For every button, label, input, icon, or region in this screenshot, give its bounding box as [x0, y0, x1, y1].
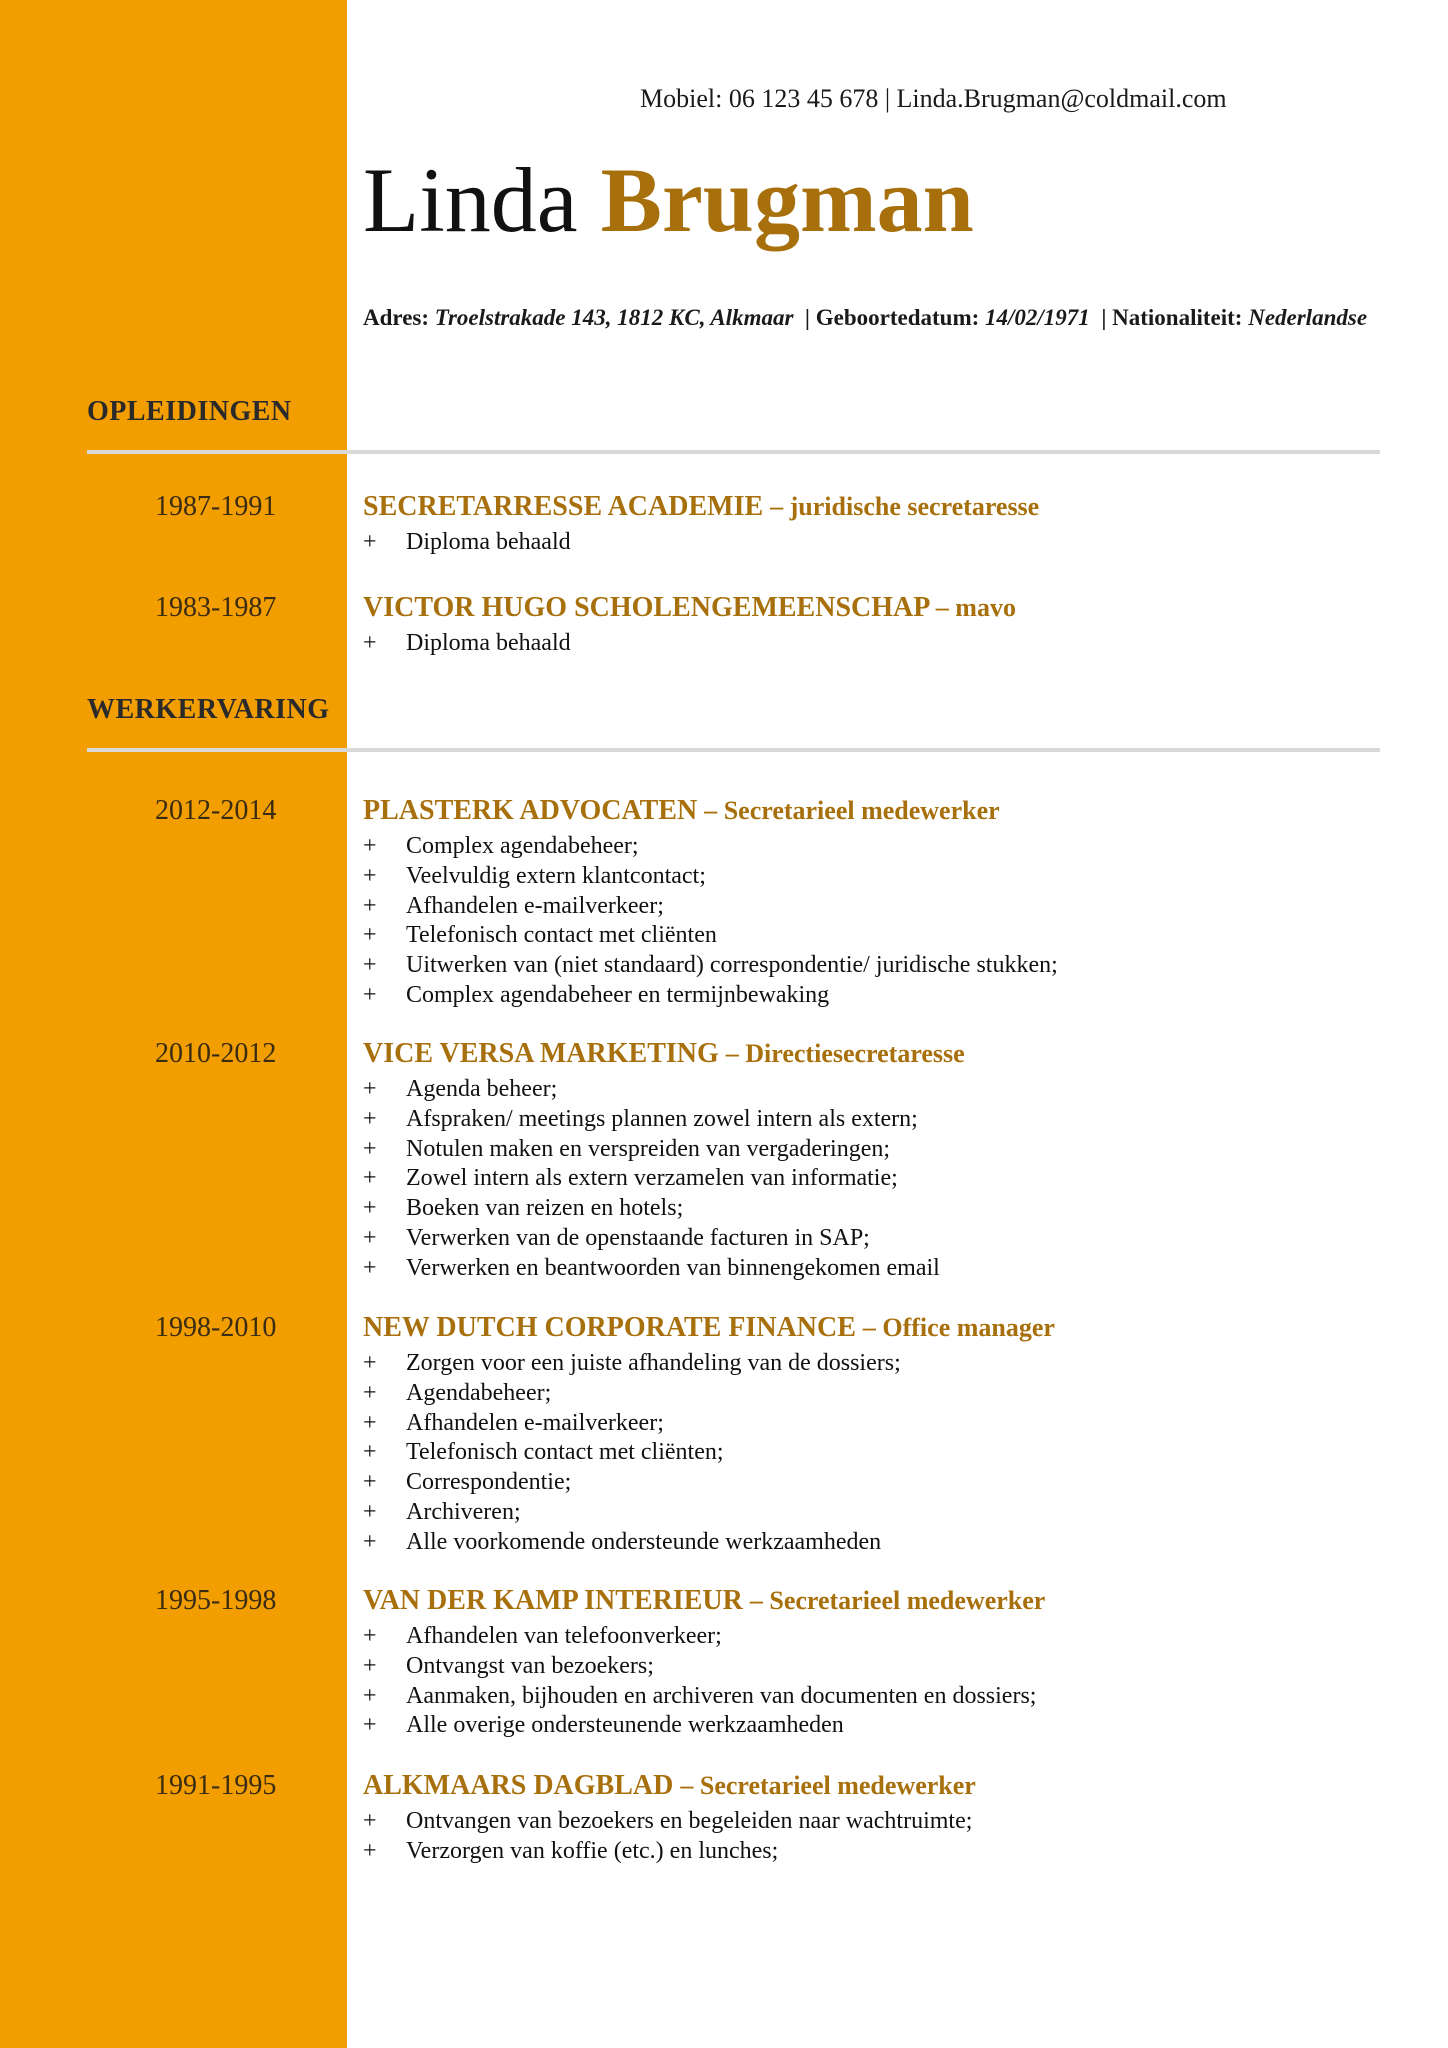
- separator: |: [1101, 305, 1107, 330]
- entry-bullet-list: [363, 629, 571, 659]
- list-item: [363, 1438, 901, 1468]
- entry-organization: VAN DER KAMP INTERIEUR: [363, 1585, 743, 1616]
- entry-years: 1991-1995: [155, 1770, 277, 1801]
- bullet-text: Alle voorkomende ondersteunde werkzaamheden: [406, 1528, 882, 1555]
- entry-role: – juridische secretaresse: [770, 492, 1040, 521]
- list-item: [363, 892, 1058, 922]
- plus-bullet-icon: +: [363, 1254, 377, 1281]
- plus-bullet-icon: +: [363, 922, 377, 949]
- bullet-text: Diploma behaald: [406, 630, 571, 656]
- entry-years: 1998-2010: [155, 1312, 277, 1343]
- entry-role: – Directiesecretaresse: [725, 1039, 965, 1068]
- entry-heading: [363, 795, 1000, 827]
- candidate-name: [363, 150, 974, 251]
- personal-details: [363, 300, 1393, 335]
- address-value: Troelstrakade 143, 1812 KC, Alkmaar: [434, 305, 794, 330]
- entry-bullet-list: [363, 1075, 940, 1284]
- entry-organization: VICE VERSA MARKETING: [363, 1038, 719, 1069]
- list-item: [363, 1075, 940, 1105]
- plus-bullet-icon: +: [363, 833, 377, 859]
- birthdate-label: Geboortedatum:: [815, 305, 980, 330]
- list-item: [363, 1498, 901, 1528]
- list-item: [363, 528, 571, 558]
- section-divider: [87, 748, 1380, 752]
- entry-heading: [363, 1770, 976, 1802]
- bullet-text: Alle overige ondersteunende werkzaamheden: [406, 1712, 844, 1739]
- bullet-text: Boeken van reizen en hotels;: [406, 1195, 684, 1222]
- bullet-text: Veelvuldig extern klantcontact;: [406, 862, 706, 889]
- plus-bullet-icon: +: [363, 1682, 377, 1709]
- separator: |: [804, 305, 810, 330]
- plus-bullet-icon: +: [363, 1837, 377, 1864]
- bullet-text: Afhandelen e-mailverkeer;: [406, 892, 664, 919]
- bullet-text: Telefonisch contact met cliënten;: [406, 1439, 724, 1466]
- plus-bullet-icon: +: [363, 862, 377, 889]
- entry-heading: [363, 1312, 1055, 1344]
- plus-bullet-icon: +: [363, 981, 377, 1008]
- entry-role: – Office manager: [862, 1313, 1055, 1342]
- entry-heading: [363, 1038, 965, 1070]
- list-item: [363, 1682, 1036, 1712]
- list-item: [363, 1164, 940, 1194]
- entry-organization: PLASTERK ADVOCATEN: [363, 795, 698, 826]
- bullet-text: Ontvangst van bezoekers;: [406, 1652, 654, 1679]
- birthdate-value: 14/02/1971: [985, 305, 1090, 330]
- plus-bullet-icon: +: [363, 1165, 377, 1192]
- entry-organization: NEW DUTCH CORPORATE FINANCE: [363, 1312, 856, 1343]
- list-item: [363, 1349, 901, 1379]
- list-item: [363, 981, 1058, 1011]
- entry-bullet-list: [363, 1622, 1036, 1741]
- plus-bullet-icon: +: [363, 1409, 377, 1436]
- list-item: [363, 629, 571, 659]
- list-item: [363, 1135, 940, 1165]
- list-item: [363, 1224, 940, 1254]
- bullet-text: Zorgen voor een juiste afhandeling van de dossiers;: [406, 1350, 901, 1376]
- plus-bullet-icon: +: [363, 1105, 377, 1132]
- bullet-text: Telefonisch contact met cliënten: [406, 922, 717, 949]
- nationality-value: Nederlandse: [1248, 305, 1368, 330]
- list-item: [363, 1652, 1036, 1682]
- entry-role: – Secretarieel medewerker: [749, 1586, 1046, 1615]
- list-item: [363, 1622, 1036, 1652]
- plus-bullet-icon: +: [363, 1135, 377, 1162]
- entry-bullet-list: [363, 1807, 972, 1867]
- entry-heading: [363, 592, 1016, 624]
- entry-bullet-list: [363, 832, 1058, 1011]
- entry-years: 2012-2014: [155, 795, 277, 826]
- list-item: [363, 862, 1058, 892]
- list-item: [363, 1409, 901, 1439]
- bullet-text: Agendabeheer;: [406, 1379, 552, 1406]
- plus-bullet-icon: +: [363, 1808, 377, 1834]
- nationality-label: Nationaliteit:: [1112, 305, 1243, 330]
- plus-bullet-icon: +: [363, 1469, 377, 1496]
- bullet-text: Verwerken van de openstaande facturen in SAP;: [406, 1224, 870, 1251]
- bullet-text: Afspraken/ meetings plannen zowel intern als extern;: [406, 1105, 918, 1132]
- entry-years: 1983-1987: [155, 592, 277, 623]
- plus-bullet-icon: +: [363, 1623, 377, 1649]
- last-name: Brugman: [600, 149, 974, 251]
- plus-bullet-icon: +: [363, 1652, 377, 1679]
- entry-bullet-list: [363, 1349, 901, 1558]
- list-item: [363, 1528, 901, 1558]
- list-item: [363, 921, 1058, 951]
- entry-years: 1995-1998: [155, 1585, 277, 1616]
- list-item: [363, 1807, 972, 1837]
- list-item: [363, 1379, 901, 1409]
- bullet-text: Archiveren;: [406, 1498, 521, 1525]
- plus-bullet-icon: +: [363, 1224, 377, 1251]
- bullet-text: Afhandelen e-mailverkeer;: [406, 1409, 664, 1436]
- list-item: [363, 951, 1058, 981]
- list-item: [363, 1468, 901, 1498]
- bullet-text: Uitwerken van (niet standaard) correspondentie/ juridische stukken;: [406, 952, 1058, 979]
- plus-bullet-icon: +: [363, 1076, 377, 1102]
- bullet-text: Ontvangen van bezoekers en begeleiden naar wachtruimte;: [406, 1808, 973, 1834]
- plus-bullet-icon: +: [363, 1528, 377, 1555]
- plus-bullet-icon: +: [363, 1712, 377, 1739]
- bullet-text: Verzorgen van koffie (etc.) en lunches;: [406, 1837, 779, 1864]
- entry-organization: SECRETARRESSE ACADEMIE: [363, 491, 764, 522]
- bullet-text: Diploma behaald: [406, 529, 571, 555]
- bullet-text: Agenda beheer;: [406, 1076, 558, 1102]
- plus-bullet-icon: +: [363, 1498, 377, 1525]
- list-item: [363, 1837, 972, 1867]
- plus-bullet-icon: +: [363, 529, 377, 555]
- section-title-experience: WERKERVARING: [87, 694, 330, 725]
- section-divider: [87, 450, 1380, 454]
- first-name: Linda: [363, 149, 578, 251]
- plus-bullet-icon: +: [363, 630, 377, 656]
- list-item: [363, 1254, 940, 1284]
- bullet-text: Afhandelen van telefoonverkeer;: [406, 1623, 722, 1649]
- section-title-education: OPLEIDINGEN: [87, 396, 292, 427]
- plus-bullet-icon: +: [363, 892, 377, 919]
- bullet-text: Complex agendabeheer en termijnbewaking: [406, 981, 830, 1008]
- list-item: [363, 1105, 940, 1135]
- plus-bullet-icon: +: [363, 1439, 377, 1466]
- entry-organization: VICTOR HUGO SCHOLENGEMEENSCHAP: [363, 592, 929, 623]
- plus-bullet-icon: +: [363, 952, 377, 979]
- plus-bullet-icon: +: [363, 1379, 377, 1406]
- bullet-text: Zowel intern als extern verzamelen van informatie;: [406, 1165, 898, 1192]
- bullet-text: Correspondentie;: [406, 1469, 572, 1496]
- plus-bullet-icon: +: [363, 1350, 377, 1376]
- entry-heading: [363, 1585, 1045, 1617]
- entry-years: 2010-2012: [155, 1038, 277, 1069]
- entry-heading: [363, 491, 1039, 523]
- list-item: [363, 1194, 940, 1224]
- entry-role: – Secretarieel medewerker: [704, 796, 1000, 825]
- address-label: Adres:: [363, 305, 430, 330]
- entry-years: 1987-1991: [155, 491, 277, 522]
- list-item: [363, 832, 1058, 862]
- bullet-text: Notulen maken en verspreiden van vergaderingen;: [406, 1135, 891, 1162]
- bullet-text: Aanmaken, bijhouden en archiveren van documenten en dossiers;: [406, 1682, 1037, 1709]
- entry-role: – mavo: [935, 593, 1016, 622]
- plus-bullet-icon: +: [363, 1195, 377, 1222]
- contact-line: Mobiel: 06 123 45 678 | Linda.Brugman@coldmail.com: [640, 84, 1227, 113]
- entry-bullet-list: [363, 528, 571, 558]
- list-item: [363, 1711, 1036, 1741]
- entry-organization: ALKMAARS DAGBLAD: [363, 1770, 674, 1801]
- bullet-text: Complex agendabeheer;: [406, 833, 639, 859]
- entry-role: – Secretarieel medewerker: [680, 1771, 976, 1800]
- bullet-text: Verwerken en beantwoorden van binnengekomen email: [406, 1254, 940, 1281]
